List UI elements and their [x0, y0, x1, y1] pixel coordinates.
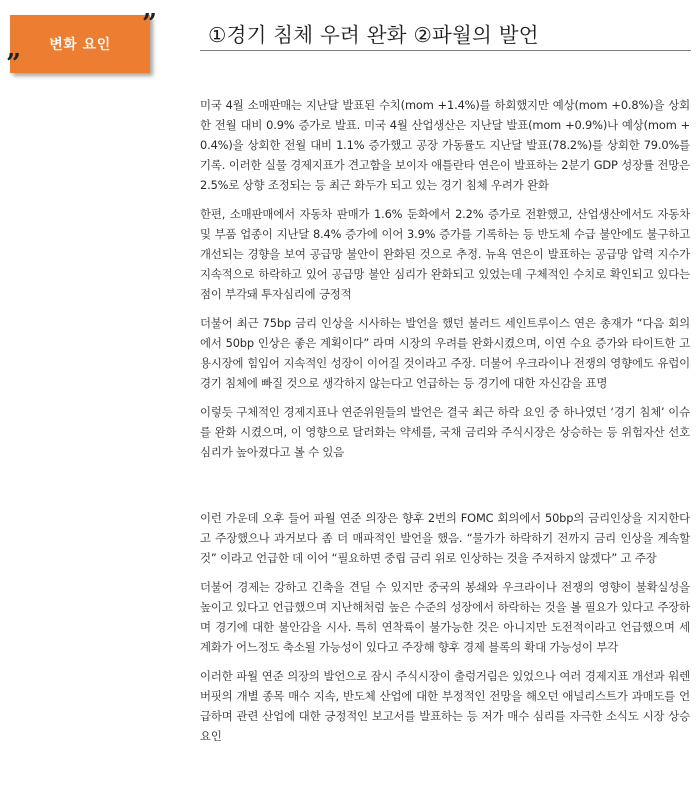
- paragraph-powell-remarks: 이런 가운데 오후 들어 파월 연준 의장은 향후 2번의 FOMC 회의에서 50bp의 금리인상을 지지한다고 주장했으나 과거보다 좀 더 매파적인 발언을 했음. “물가가 하락하기 전까지 금리 인상을 계속할 것” 이라고 언급한 데 이어 “필요하면 중립 금리 위로 인상하는 것을 주저하지 않겠다” 고 주장: [200, 511, 690, 565]
- section-badge: [10, 15, 150, 73]
- badge-label: 변화 요인: [49, 37, 111, 53]
- paragraph-powell-outlook: 더불어 경제는 강하고 긴축을 견딜 수 있지만 중국의 봉쇄와 우크라이나 전쟁의 영향이 불확실성을 높이고 있다고 언급했으며 지난해처럼 높은 수준의 성장에서 하락하는 것을 볼 필요가 있다고 주장하며 경기에 대한 불안감을 시사. 특히 연착륙이 불가능한 것은 아니지만 도전적이라고 언급했으며 세계화가 어느정도 축소될 가능성이 있다고 주장해 향후 경제 블록의 확대 가능성이 부각: [200, 580, 690, 654]
- paragraph-supply-chain: 한편, 소매판매에서 자동차 판매가 1.6% 둔화에서 2.2% 증가로 전환했고, 산업생산에서도 자동차 및 부품 업종이 지난달 8.4% 증가에 이어 3.9% 증가를 기록하는 등 반도체 수급 불안에도 불구하고 개선되는 경향을 보여 공급망 불안이 완화된 것으로 추정. 뉴욕 연은이 발표하는 공급망 압력 지수가 지속적으로 하락하고 있어 공급망 불안 심리가 완화되고 있었는데 구체적인 수치로 확인되고 있다는 점이 부각돼 투자심리에 긍정적: [200, 207, 690, 301]
- paragraph-economic-data: 미국 4월 소매판매는 지난달 발표된 수치(mom +1.4%)를 하회했지만 예상(mom +0.8%)을 상회한 전월 대비 0.9% 증가로 발표. 미국 4월 산업생산은 지난달 발표(mom +0.9%)나 예상(mom +0.4%)을 상회한 전월 대비 1.1% 증가했고 공장 가동률도 지난달 발표(78.2%)를 상회한 79.0%를 기록. 이러한 실물 경제지표가 견고함을 보이자 애틀란타 연은이 발표하는 2분기 GDP 성장률 전망은 2.5%로 상향 조정되는 등 최근 화두가 되고 있는 경기 침체 우려가 완화: [200, 98, 690, 192]
- paragraph-bullard-remarks: 더불어 최근 75bp 금리 인상을 시사하는 발언을 했던 불러드 세인트루이스 연은 총재가 “다음 회의에서 50bp 인상은 좋은 계획이다” 라며 시장의 우려를 완화시켰으며, 이연 수요 증가와 타이트한 고용시장에 힘입어 지속적인 성장이 이어질 것이라고 주장. 더불어 우크라이나 전쟁의 영향에도 유럽이 경기 침체에 빠질 것으로 생각하지 않는다고 언급하는 등 경기에 대한 자신감을 표명: [200, 316, 690, 390]
- page-title: ①경기 침체 우려 완화 ②파월의 발언: [208, 23, 539, 47]
- title-underline: [200, 50, 691, 51]
- opening-quote-mark: ”: [6, 49, 21, 79]
- paragraph-market-rebound: 이러한 파월 연준 의장의 발언으로 잠시 주식시장이 출렁거림은 있었으나 여러 경제지표 개선과 워렌버핏의 개별 종목 매수 지속, 반도체 산업에 대한 부정적인 전망을 해오던 애널리스트가 과매도를 언급하며 관련 산업에 대한 긍정적인 보고서를 발표하는 등 저가 매수 심리를 자극한 소식도 시장 상승 요인: [200, 669, 690, 743]
- paragraph-risk-appetite: 이렇듯 구체적인 경제지표나 연준위원들의 발언은 결국 최근 하락 요인 중 하나였던 ‘경기 침체’ 이슈를 완화 시켰으며, 이 영향으로 달러화는 약세를, 국채 금리와 주식시장은 상승하는 등 위험자산 선호심리가 높아졌다고 볼 수 있음: [200, 405, 690, 459]
- closing-quote-mark: ”: [142, 9, 157, 39]
- body-content: [200, 95, 690, 746]
